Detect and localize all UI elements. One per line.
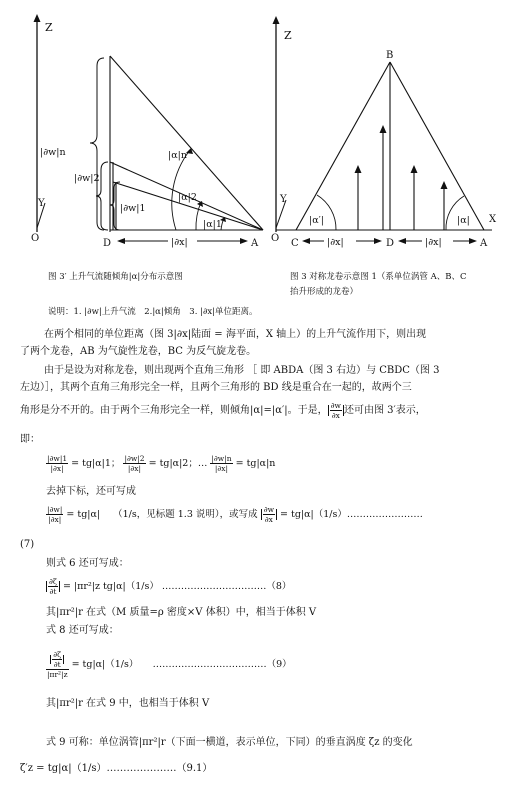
x-label-right: X: [489, 214, 497, 225]
equation-7-number: (7): [20, 539, 35, 550]
label-d: D: [103, 238, 112, 249]
equation-7: $\frac{|\partial w|}{|\partial x|}$ = tg|α| （1/s，见标题 1.3 说明），或写成 $\frac{\partial w}{\partial x}$ = tg|α|（1/s）……………………: [47, 505, 423, 524]
z-arrow-right: [273, 16, 280, 24]
label-alpha-n: |α|n: [168, 150, 187, 161]
updraft-arrowhead-1: [355, 165, 362, 173]
equation-9: $\frac{\frac{\partial\zeta}{\partial t}}{\text{|πr²|z}}$ = tg|α|（1/s） ………………………………（9）: [47, 650, 292, 679]
y-label: Y: [38, 198, 45, 209]
p2-line3-text-b: 还可由图 3′表示，: [343, 405, 426, 416]
label-dx: |∂x|: [171, 237, 188, 248]
updraft-arrowhead-2: [380, 125, 387, 133]
caption-right-line1: 图 3 对称龙卷示意图 1（系单位涡管 A、B、C: [290, 272, 467, 282]
caption-right-line2: 抬升形成的龙卷）: [290, 287, 359, 297]
frac-dw1-dx: $\frac{|\partial w|1}{|\partial x|}$: [47, 454, 68, 473]
eq8-rewrite: 式 8 还可写成：: [46, 625, 119, 636]
side-cb: [296, 62, 390, 230]
label-alpha-2: |α|2: [178, 192, 197, 203]
dx-left-arrowhead-a: [302, 238, 310, 244]
p1-line2: 了两个龙卷，AB 为气旋性龙卷，BC 为反气旋龙卷。: [20, 346, 257, 357]
caption-left: 图 3′ 上升气流随倾角|α|分布示意图: [48, 272, 183, 282]
dx-left-arrowhead-b: [374, 238, 382, 244]
label-dx-left: |∂x|: [327, 237, 344, 248]
label-alpha: |α|: [457, 215, 470, 226]
dx-right-arrowhead-b: [469, 238, 477, 244]
z-label-right: Z: [284, 29, 292, 42]
p2-line3-text-a: 角形是分不开的。由于两个三角形完全一样，则倾角|α|=|α′|。于是，: [20, 405, 328, 416]
p2-line2: 左边）］，其两个直角三角形完全一样，且两个三角形的 BD 线是重合在一起的，故两个三: [20, 382, 412, 393]
label-c: C: [291, 238, 299, 249]
label-dw-n: |∂w|n: [40, 147, 66, 158]
dx-right-arrowhead-a: [398, 238, 406, 244]
figure-right: [0, 0, 521, 300]
where-2: 其|πr²|r 在式 9 中，也相当于体积 V: [46, 698, 210, 709]
frac-nested: $\frac{\frac{\partial\zeta}{\partial t}}{\text{|πr²|z}}$: [47, 650, 68, 679]
label-alpha-prime: |α′|: [309, 215, 324, 226]
figure-note: 说明：1. |∂w|上升气流 2.|α|倾角 3. |∂x|单位距离。: [48, 307, 258, 317]
origin-label-right: O: [271, 233, 280, 244]
equation-9-1: ζ′z = tg|α|（1/s）…………………（9.1）: [20, 763, 213, 774]
inline-fraction-dw-dx: $\frac{\partial w}{\partial x}$: [328, 405, 344, 416]
equation-8: $\frac{\partial\zeta}{\partial t}$ = |πr²|z tg|α|（1/s） ……………………………（8）: [46, 577, 291, 596]
z-label: Z: [45, 21, 53, 34]
eq9-description: 式 9 可称：单位涡管|πr²|r（下面一横道，表示单位，下同）的垂直涡度 ζz 的变化: [46, 737, 413, 748]
side-ba: [390, 62, 484, 230]
frac-dwn-dx: $\frac{|\partial w|n}{|\partial x|}$: [211, 454, 232, 473]
remove-subscript: 去掉下标，还可写成: [46, 486, 136, 497]
label-a: A: [251, 238, 259, 249]
y-label-right: Y: [280, 194, 287, 205]
p1-line1: 在两个相同的单位距离（图 3|∂x|陆面 = 海平面，X 轴上）的上升气流作用下，则出现: [44, 329, 427, 340]
p2-line4: 即：: [20, 434, 40, 445]
p2-line3: [20, 401, 426, 420]
label-dw-1: |∂w|1: [120, 203, 146, 214]
label-alpha-1: |α|1: [203, 219, 222, 230]
label-dw-2: |∂w|2: [74, 173, 100, 184]
label-dx-right: |∂x|: [425, 237, 442, 248]
p2-line1: 由于是设为对称龙卷，则出现两个直角三角形 ［ 即 ABDA（图 3 右边）与 CBDC（图 3: [44, 365, 440, 376]
equation-ratios: $\frac{|\partial w|1}{|\partial x|}$ = tg|α|1； $\frac{|\partial w|2}{|\partial x|}$ = tg|α|2；… $\frac{|\partial w|n}{|\partial x|}$ = tg|α|n: [47, 454, 276, 473]
then-6: 则式 6 还可写成：: [46, 558, 129, 569]
where-1: 其|πr²|r 在式（M 质量=ρ 密度×V 体积）中，相当于体积 V: [46, 607, 317, 618]
frac-dz-dt: $\frac{\partial\zeta}{\partial t}$: [49, 577, 57, 596]
label-d-right: D: [386, 238, 395, 249]
frac-dw2-dx: $\frac{|\partial w|2}{|\partial x|}$: [124, 454, 145, 473]
label-a-right: A: [480, 238, 488, 249]
label-b: B: [386, 50, 394, 61]
updraft-arrowhead-4: [441, 181, 448, 189]
updraft-arrowhead-3: [411, 165, 418, 173]
frac-dw-dx: $\frac{|\partial w|}{|\partial x|}$: [47, 505, 63, 524]
origin-label: O: [31, 233, 40, 244]
